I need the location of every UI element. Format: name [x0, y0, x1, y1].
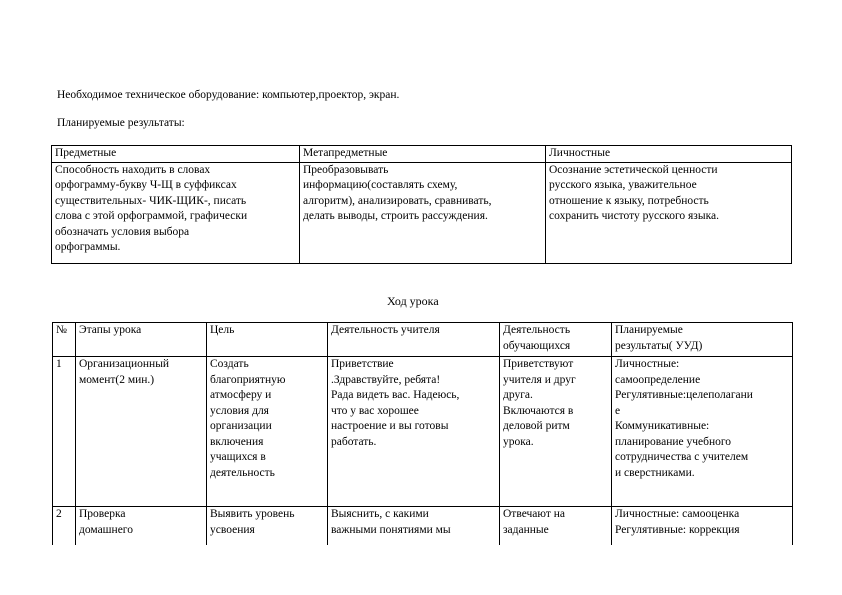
cell-text-line: Цель [210, 324, 235, 336]
cell-text-line: Личностные: [615, 358, 680, 370]
cell-text-line: учителя и друг [503, 373, 576, 386]
cell-text-line: условия для [210, 404, 269, 417]
cell-text-line: существительных- ЧИК-ЩИК-, писать [55, 194, 247, 207]
cell-text-line: Осознание эстетической ценности [549, 163, 718, 176]
student-activity-cell [500, 507, 612, 547]
cell-text-line: Выявить уровень [210, 508, 295, 520]
cell-text-line: обозначать условия выбора [55, 225, 190, 238]
cell-text-line: что у вас хорошее [331, 404, 419, 417]
cell-text-line: деловой ритм [503, 420, 570, 432]
cell-text-line: .Здравствуйте, ребята! [331, 373, 441, 386]
cell-text-line: и сверстниками. [615, 466, 695, 479]
cell-text-line: Регулятивные: коррекция [615, 523, 740, 536]
table-row [53, 357, 793, 507]
cell-text-line: Этапы урока [79, 324, 142, 336]
cell-text-line: важными понятиями мы [331, 523, 451, 536]
table-header-row [53, 323, 793, 357]
header-student-activity [500, 323, 612, 357]
goal-cell [207, 507, 328, 547]
cell-text-line: Деятельность учителя [331, 324, 440, 336]
cell-text-line: Деятельность [503, 324, 571, 336]
teacher-activity-cell [328, 357, 500, 507]
cell-text-line: результаты( УУД) [615, 339, 703, 352]
cell-text-line: Способность находить в словах [55, 163, 211, 176]
metasubject-results-cell [300, 162, 546, 263]
cell-text-line: планирование учебного [615, 435, 732, 448]
student-activity-cell [500, 357, 612, 507]
cell-text-line: Отвечают на [503, 508, 565, 520]
lesson-progress-table [52, 322, 793, 547]
goal-cell [207, 357, 328, 507]
table-header-row [52, 146, 792, 163]
cell-text-line: учащихся в [210, 451, 266, 463]
cell-text-line: домашнего [79, 523, 133, 536]
cell-text-line: Выяснить, с какими [331, 508, 429, 520]
page-cutoff [40, 545, 820, 595]
cell-text-line: Создать [210, 358, 249, 370]
row-number: 1 [53, 357, 76, 507]
cell-text-line: Включаются в [503, 404, 574, 417]
cell-text-line: делать выводы, строить рассуждения. [303, 210, 488, 222]
personal-results-cell [546, 162, 792, 263]
cell-text-line: № [56, 324, 67, 336]
header-teacher-activity [328, 323, 500, 357]
header-metasubject: Метапредметные [300, 146, 546, 163]
cell-text-line: Приветствуют [503, 358, 574, 370]
teacher-activity-cell [328, 507, 500, 547]
header-subject: Предметные [52, 146, 300, 163]
stage-cell [76, 507, 207, 547]
cell-text-line: включения [210, 435, 264, 448]
cell-text-line: Преобразовывать [303, 163, 389, 176]
cell-text-line: самоопределение [615, 373, 701, 386]
subject-results-cell [52, 162, 300, 263]
cell-text-line: деятельность [210, 466, 275, 479]
cell-text-line: Приветствие [331, 358, 394, 370]
header-planned-results [612, 323, 793, 357]
table-row [52, 162, 792, 263]
cell-text-line: Планируемые [615, 324, 683, 336]
header-number [53, 323, 76, 357]
cell-text-line: Личностные: самооценка [615, 508, 740, 520]
row-number: 2 [53, 507, 76, 547]
cell-text-line: атмосферу и [210, 389, 272, 401]
cell-text-line: момент(2 мин.) [79, 373, 155, 386]
cell-text-line: сотрудничества с учителем [615, 451, 749, 463]
cell-text-line: заданные [503, 523, 549, 536]
cell-text-line: настроение и вы готовы [331, 420, 449, 432]
cell-text-line: орфограммы. [55, 241, 121, 253]
cell-text-line: Организационный [79, 358, 170, 370]
cell-text-line: слова с этой орфограммой, графически [55, 210, 248, 222]
cell-text-line: усвоения [210, 523, 255, 536]
planned-results-cell [612, 507, 793, 547]
cell-text-line: русского языка, уважительное [549, 179, 697, 191]
lesson-title: Ход урока [387, 294, 439, 308]
cell-text-line: Рада видеть вас. Надеюсь, [331, 389, 460, 401]
cell-text-line: работать. [331, 435, 377, 448]
cell-text-line: урока. [503, 435, 534, 448]
cell-text-line: обучающихся [503, 339, 571, 352]
cell-text-line: информацию(составлять схему, [303, 179, 458, 191]
cell-text-line: организации [210, 420, 272, 432]
header-goal [207, 323, 328, 357]
planned-results-cell [612, 357, 793, 507]
cell-text-line: орфограмму-букву Ч-Щ в суффиксах [55, 179, 237, 191]
cell-text-line: алгоритм), анализировать, сравнивать, [303, 194, 492, 207]
stage-cell [76, 357, 207, 507]
cell-text-line: Проверка [79, 508, 126, 520]
equipment-line: Необходимое техническое оборудование: компьютер,проектор, экран. [57, 89, 400, 101]
table-row [53, 507, 793, 547]
cell-text-line: отношение к языку, потребность [549, 194, 709, 207]
header-personal: Личностные [546, 146, 792, 163]
cell-text-line: благоприятную [210, 373, 286, 386]
cell-text-line: е [615, 404, 621, 417]
cell-text-line: друга. [503, 389, 533, 401]
header-stages [76, 323, 207, 357]
cell-text-line: Коммуникативные: [615, 420, 710, 432]
planned-results-table [51, 145, 792, 264]
cell-text-line: сохранить чистоту русского языка. [549, 210, 719, 222]
results-heading: Планируемые результаты: [57, 117, 185, 129]
cell-text-line: Регулятивные:целеполагани [615, 389, 753, 401]
